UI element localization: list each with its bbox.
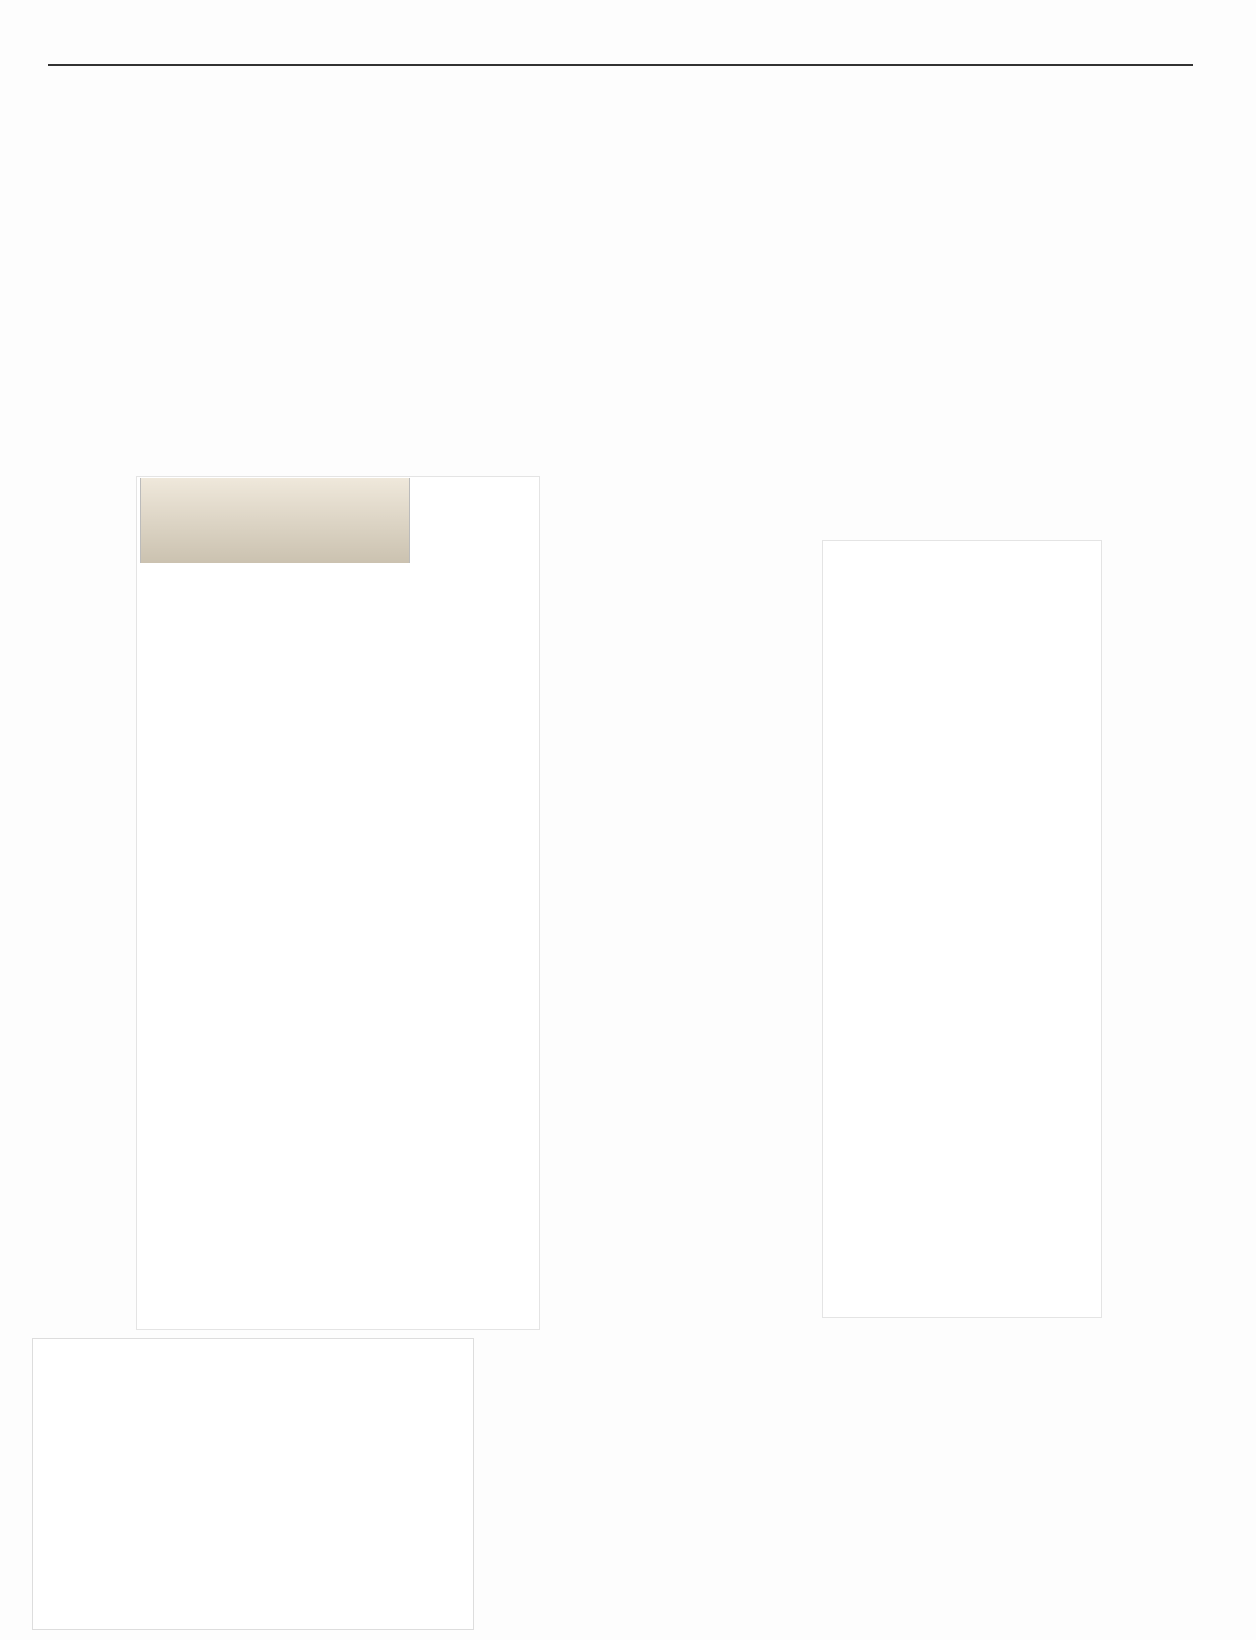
- plate-grid-svg: [33, 1339, 473, 1629]
- bottom-half-mount: [822, 540, 1102, 1318]
- page-header: [48, 28, 1193, 66]
- sheet-selvage: [140, 478, 410, 563]
- top-half-mount: [136, 476, 540, 1330]
- plate-position-diagram: [32, 1338, 474, 1630]
